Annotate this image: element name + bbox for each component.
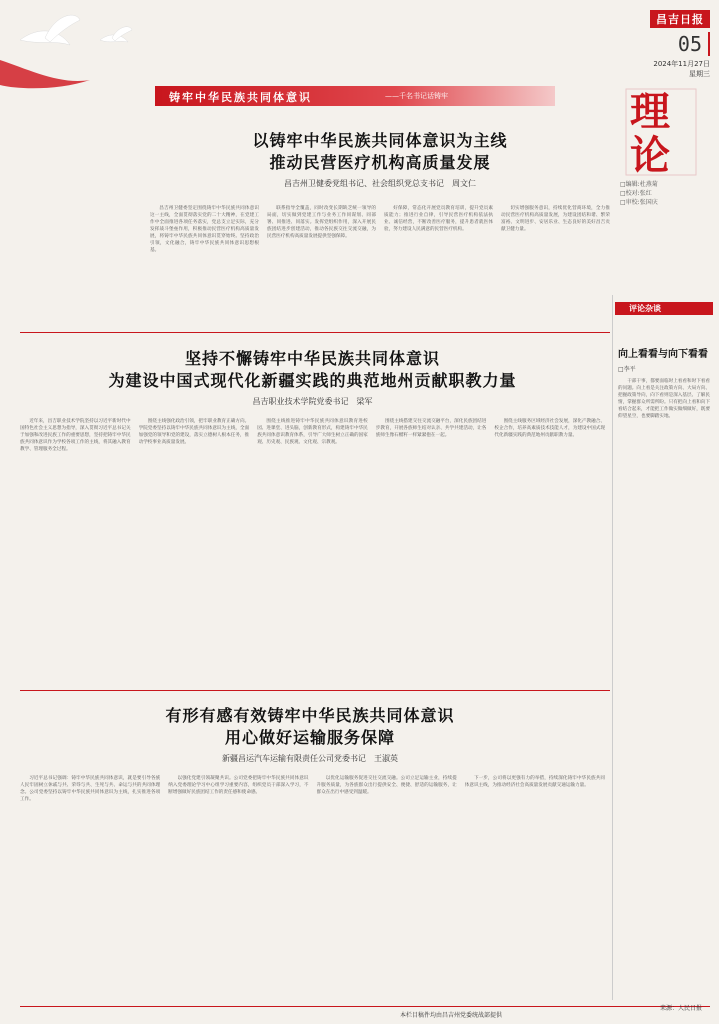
article-1-byline: 昌吉州卫健委党组书记、社会组织党总支书记 周文仁 (284, 179, 476, 188)
article-1-column: 切实增强服务意识，持续优化营商环境，全力推动民营医疗机构高质量发展，为建设团结和谐、繁荣富裕、文明进步、安居乐业、生态良好的美好昌吉贡献卫健力量。 (501, 206, 610, 232)
commentary-source: 来源：人民日报 (660, 1005, 703, 1012)
commentary-tag-label: 评论杂谈 (629, 304, 661, 313)
article-1-column: 好保障，常态化开展党员教育培训，提升党员素质能力；推进行业自律，引导民营医疗机构依法执业、诚信经营，不断改善医疗服务，提升患者就医体验，努力建设人民满意的民营医疗机构。 (384, 206, 493, 232)
article-2-column: 围绕主线推进铸牢中华民族共同体意识教育进校园、进课堂、进头脑，创新教育形式，构建铸牢中华民族共同体意识教育体系，引导广大师生树立正确的国家观、历史观、民族观、文化观、宗教观。 (257, 419, 368, 445)
article-3-title-line-2: 用心做好运输服务保障 (224, 728, 395, 747)
editors-list (620, 180, 658, 207)
column-banner (155, 86, 555, 106)
article-2-column: 近年来，昌吉职业技术学院坚持以习近平新时代中国特色社会主义思想为指导，深入贯彻习近平总书记关于加强和改进民族工作的重要思想，坚持把铸牢中华民族共同体意识作为学校各项工作的主线，将其融入教育教学、管理服务全过程。 (20, 419, 131, 452)
article-3-column: 以强化党建引领凝聚共识。公司党委把铸牢中华民族共同体意识纳入党委理论学习中心组学习重要内容，组织党员干部深入学习，不断增强做好民族团结工作的责任感和使命感。 (168, 776, 309, 795)
commentary-author: □李平 (618, 366, 636, 373)
article-2-body (20, 418, 605, 668)
banner-subtitle: ——千名书记话铸牢 (385, 92, 448, 100)
article-divider (20, 690, 610, 691)
article-2-column: 围绕主线搭建交往交流交融平台，深化民族团结进步教育，开展各族师生结对认亲、共学共建活动，让各族师生像石榴籽一样紧紧抱在一起。 (375, 419, 487, 438)
article-3-column: 以优化运输服务促进交往交流交融。公司立足运输主业，持续提升服务质量，为各族群众出行提供安全、便捷、舒适的运输服务，让群众在出行中感受到温暖。 (316, 776, 457, 795)
commentary-title: 向上看看与向下看看 (618, 349, 708, 360)
article-1-column: 昌吉州卫健委坚定围绕铸牢中华民族共同体意识这一主线，全面贯彻落实党的二十大精神，在党建工作中全面推进各项任务落实，党总支立足实际，充分发挥战斗堡垒作用，积极推动民营医疗机构高质量发展，将铸牢中华民族共同体意识贯穿始终。坚持政治引领，文化融合，铸牢中华民族共同体意识思想根基。 (150, 206, 259, 253)
article-2-column: 围绕主线服务区域经济社会发展，深化产教融合、校企合作，培养高素质技术技能人才，为建设中国式现代化新疆实践的典范地州贡献职教力量。 (494, 419, 605, 438)
column-separator (612, 295, 613, 1000)
editor-line: □编辑:杜燕菊 (620, 181, 658, 188)
article-3-body (20, 775, 605, 995)
article-divider (20, 332, 610, 333)
article-3-title-line-1: 有形有感有效铸牢中华民族共同体意识 (165, 706, 455, 725)
article-2-column: 围绕主线强化政治引领，把牢职业教育正确方向。学院党委坚持以铸牢中华民族共同体意识为主线，全面加强党的领导和党的建设，落实立德树人根本任务，推动学校事业高质量发展。 (138, 419, 250, 445)
page-number: 05 (678, 32, 710, 56)
article-1-title-line-1: 以铸牢中华民族共同体意识为主线 (252, 131, 508, 150)
footer-rule (20, 1006, 710, 1007)
article-1-header (150, 130, 610, 189)
proofreader-line: □校对:张红 (620, 190, 652, 197)
article-2-header (20, 348, 605, 407)
banner-title: 铸牢中华民族共同体意识 (169, 91, 312, 104)
article-1-column: 联系指导全覆盖，同时改变长期缺乏统一领导的局面，切实做到党建工作与业务工作同谋划、同部署、同推进、同落实。发挥党组织作用，深入开展民族团结进步创建活动，推动各民族交往交流交融，为民营医疗机构高质量发展提供坚强保障。 (267, 206, 376, 239)
issue-weekday: 星期三 (689, 70, 710, 78)
masthead (570, 8, 710, 78)
article-1-title-line-2: 推动民营医疗机构高质量发展 (269, 153, 491, 172)
footer-note: 本栏目稿件均由昌吉州党委统战部提供 (400, 1012, 503, 1019)
article-2-byline: 昌吉职业技术学院党委书记 梁军 (252, 397, 373, 406)
article-3-byline: 新疆昌运汽车运输有限责任公司党委书记 王淑英 (222, 754, 398, 763)
commentary-tag (615, 302, 713, 315)
article-3-column: 下一步，公司将以更强有力的举措，持续深化铸牢中华民族共同体意识主线，为推动经济社会高质量发展贡献交通运输力量。 (464, 776, 605, 788)
article-1-body (150, 205, 610, 290)
article-3-header (70, 705, 550, 764)
article-2-title-line-2: 为建设中国式现代化新疆实践的典范地州贡献职教力量 (108, 371, 517, 390)
paper-name: 昌吉日报 (650, 10, 710, 28)
article-2-title-line-1: 坚持不懈铸牢中华民族共同体意识 (184, 349, 440, 368)
doves-illustration (0, 0, 150, 90)
reviewer-line: □审校:张国庆 (620, 199, 658, 206)
article-3-column: 习近平总书记强调：铸牢中华民族共同体意识，就是要引导各族人民牢固树立休戚与共、荣辱与共、生死与共、命运与共的共同体理念。公司党委坚持以铸牢中华民族共同体意识为主线，扎实推进各项工作。 (20, 776, 161, 802)
section-title: 理论 (630, 88, 670, 179)
issue-date: 2024年11月27日 (653, 60, 710, 68)
commentary-body: 干部干事，都要面临时上看看和时下看看的问题。向上看是关注政策方向、大局方向、把握政策导向，向下看则是深入基层、了解民情，掌握群众所需所盼。只有把向上看和向下看结合起来，才能把工作做实做细做好，既要仰望星空，也要脚踏实地。 (618, 379, 710, 419)
